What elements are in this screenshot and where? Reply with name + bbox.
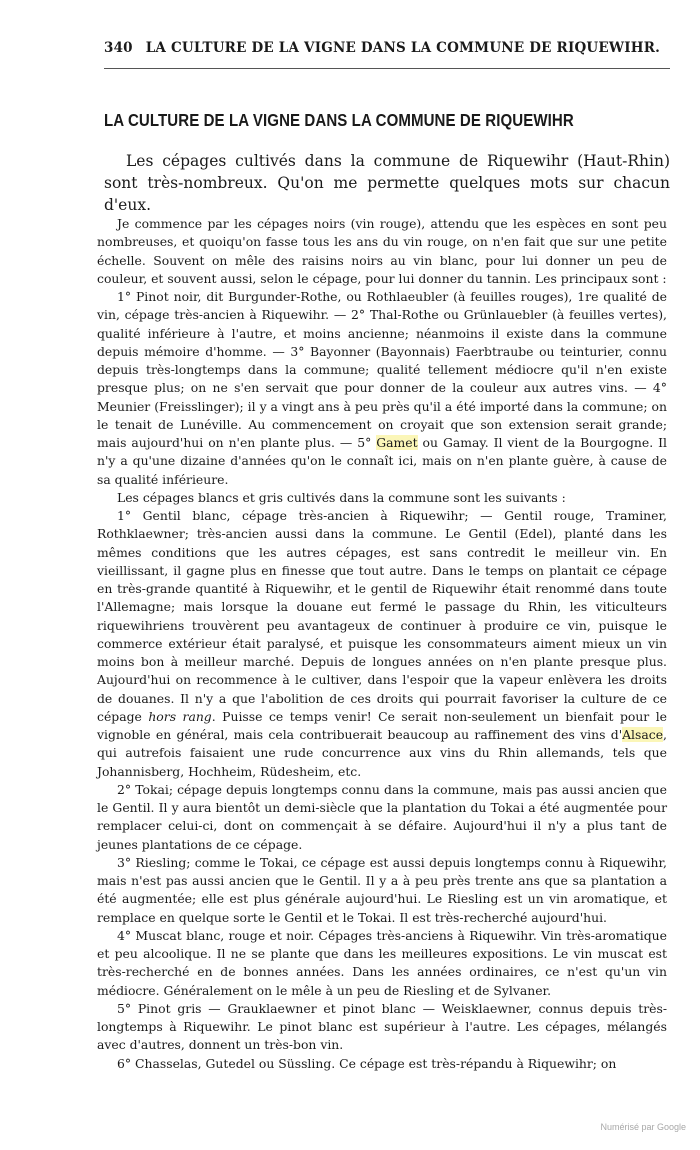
paragraph: 2° Tokai; cépage depuis longtemps connu dans la commune, mais pas aussi ancien que le Gentil. Il y aura bientôt un demi-siècle que la plantation du Tokai a été augmentée pour remplacer celui-ci, dont on commençait à se défaire. Aujourd'hui il n'y a plus tant de jeunes plantations de ce cépage. (97, 781, 667, 852)
paragraph: Je commence par les cépages noirs (vin rouge), attendu que les espèces en sont peu nombreuses, et quoiqu'on fasse tous les ans du vin rouge, on n'en fait que sur une petite échelle. Souvent on mêle des raisins noirs au vin blanc, pour lui donner un peu de couleur, et souvent aussi, selon le cépage, pour lui donner du tannin. Les principaux sont : (97, 216, 667, 286)
header-rule (104, 68, 670, 69)
paragraph: Les cépages blancs et gris cultivés dans la commune sont les suivants : (117, 489, 566, 505)
paragraph: 3° Riesling; comme le Tokai, ce cépage est aussi depuis longtemps connu à Riquewihr, mais n'est pas aussi ancien que le Gentil. Il y a à peu près trente ans que sa plantation a été augmentée; elle est plus générale aujourd'hui. Le Riesling est un vin aromatique, et remplace en quelque sorte le Gentil et le Tokai. Il est très-recherché aujourd'hui. (97, 854, 667, 925)
article-body (97, 215, 667, 1073)
text-run: ou Gamay. Il vient de la Bourgogne. Il n'y a qu'une dizaine d'années qu'on le connaît ici, mais on n'en plante guère, à cause de sa qualité inférieure. (97, 435, 667, 487)
highlighted-term: Alsace (622, 727, 664, 742)
italic-term: hors rang (148, 708, 212, 724)
text-run: , qui autrefois faisaient une rude concurrence aux vins du Rhin allemands, tels que Johannisberg, Hochheim, Rüdesheim, etc. (97, 727, 667, 779)
paragraph: 6° Chasselas, Gutedel ou Süssling. Ce cépage est très-répandu à Riquewihr; on (117, 1055, 617, 1071)
digitization-watermark: Numérisé par Google (600, 1122, 686, 1132)
text-run: 1° Pinot noir, dit Burgunder-Rothe, ou Rothlaeubler (à feuilles rouges), 1re qualité de vin, cépage très-ancien à Riquewihr. — 2° Thal-Rothe ou Grünlauebler (à feuilles vertes), qualité inférieure à l'autre, et moins ancienne; néanmoins il existe dans la commune depuis mémoire d'homme. — 3° Bayonner (Bayonnais) Faerbtraube ou teinturier, connu depuis très-longtemps dans la commune; qualité tellement médiocre qu'il n'en existe presque plus; on ne s'en servait que pour donner de la couleur aux autres vins. — 4° Meunier (Freisslinger); il y a vingt ans à peu près qu'il a été importé dans la commune; on le tenait de Lunéville. Au commencement on croyait que son extension serait grande; mais aujourd'hui on n'en plante plus. — 5° (97, 289, 667, 450)
paragraph: 4° Muscat blanc, rouge et noir. Cépages très-anciens à Riquewihr. Vin très-aromatique et peu alcoolique. Il ne se plante que dans les meilleures expositions. Le vin muscat est très-recherché en de bonnes années. Dans les années ordinaires, ce n'est qu'un vin médiocre. Généralement on le mêle à un peu de Riesling et de Sylvaner. (97, 927, 667, 998)
text-run: . Puisse ce temps venir! Ce serait non-seulement un bienfait pour le vignoble en général, mais cela contribuerait beaucoup au raffinement des vins d' (97, 708, 667, 742)
page-number: 340 (104, 40, 133, 56)
paragraph (97, 507, 667, 781)
article-title: LA CULTURE DE LA VIGNE DANS LA COMMUNE DE RIQUEWIHR (104, 110, 574, 130)
paragraph: 5° Pinot gris — Grauklaewner et pinot blanc — Weisklaewner, connus depuis très-longtemps à Riquewihr. Le pinot blanc est supérieur à l'autre. Les cépages, mélangés avec d'autres, donnent un très-bon vin. (97, 1000, 667, 1053)
lead-paragraph: Les cépages cultivés dans la commune de Riquewihr (Haut-Rhin) sont très-nombreux. Qu'on me permette quelques mots sur chacun d'eux. (104, 152, 670, 214)
paragraph (97, 288, 667, 489)
text-run: 1° Gentil blanc, cépage très-ancien à Riquewihr; — Gentil rouge, Traminer, Rothklaewner; très-ancien aussi dans la commune. Le Gentil (Edel), planté dans les mêmes conditions que les autres cépages, est sans contredit le meilleur vin. En vieillissant, il gagne plus en finesse que tout autre. Dans le temps on plantait ce cépage en très-grande quantité à Riquewihr, et le gentil de Riquewihr était renommé dans toute l'Allemagne; mais lorsque la douane eut fermé le passage du Rhin, les viticulteurs riquewihriens trouvèrent peu avantageux de continuer à produire ce vin, puisque le commerce extérieur était paralysé, et puisque les consommateurs aiment mieux un vin moins bon à meilleur marché. Depuis de longues années on n'en plante presque plus. Aujourd'hui on recommence à le cultiver, dans l'espoir que la vapeur enlèvera les droits de douanes. Il n'y a que l'abolition de ces droits qui pourrait favoriser la culture de ce cépage (97, 508, 667, 724)
running-header (104, 40, 664, 56)
running-title: LA CULTURE DE LA VIGNE DANS LA COMMUNE DE RIQUEWIHR. (145, 40, 661, 56)
highlighted-term: Gamet (376, 435, 418, 450)
